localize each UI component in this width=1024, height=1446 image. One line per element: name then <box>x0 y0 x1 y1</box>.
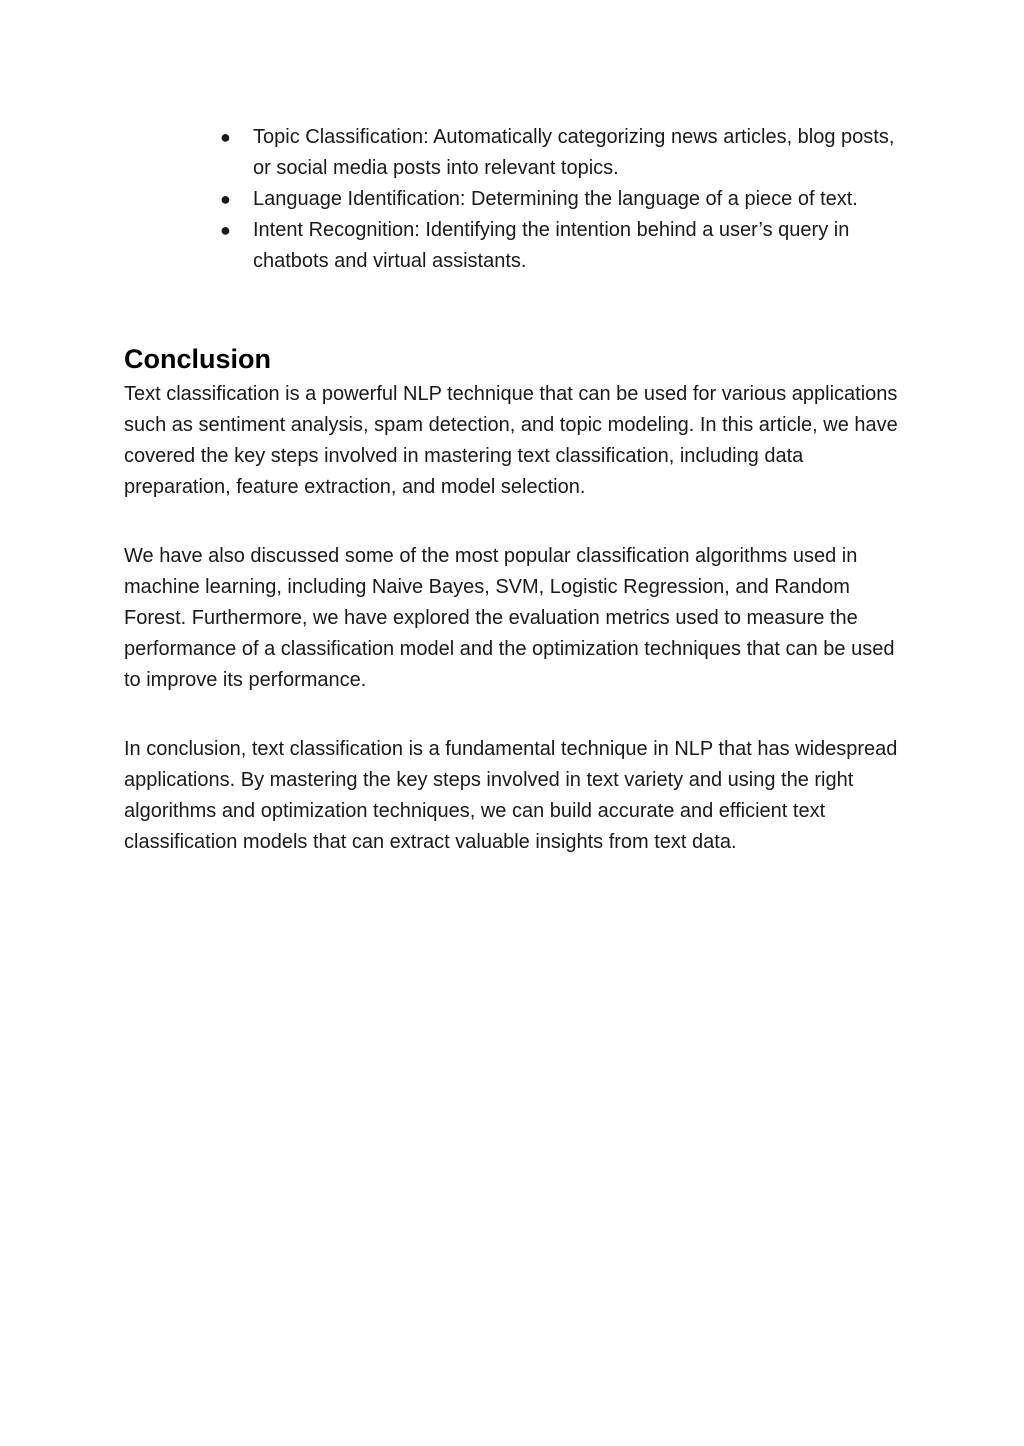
conclusion-paragraph-1: Text classification is a powerful NLP technique that can be used for various applications such as sentiment analysis, spam detection, and topic modeling. In this article, we have covered the key steps involved in mastering text classification, including data preparation, feature extraction, and model selection. <box>124 383 898 498</box>
bullet-list <box>220 122 910 277</box>
bullet-text: Language Identification: Determining the language of a piece of text. <box>253 188 858 210</box>
bullet-icon: ● <box>220 189 231 209</box>
conclusion-paragraph-3: In conclusion, text classification is a fundamental technique in NLP that has widespread applications. By mastering the key steps involved in text variety and using the right algorithms and optimization techniques, we can build accurate and efficient text classification models that can extract valuable insights from text data. <box>124 738 898 853</box>
bullet-text: Intent Recognition: Identifying the intention behind a user’s query in chatbots and virtual assistants. <box>253 219 850 272</box>
bullet-item-topic-classification <box>220 122 910 184</box>
bullet-icon: ● <box>220 127 231 147</box>
bullet-text: Topic Classification: Automatically categorizing news articles, blog posts, or social media posts into relevant topics. <box>253 126 895 179</box>
bullet-icon: ● <box>220 220 231 240</box>
bullet-item-language-identification <box>220 184 910 215</box>
section-heading: Conclusion <box>124 344 271 374</box>
conclusion-section <box>124 340 904 896</box>
bullet-item-intent-recognition <box>220 215 910 277</box>
conclusion-paragraph-2: We have also discussed some of the most popular classification algorithms used in machine learning, including Naive Bayes, SVM, Logistic Regression, and Random Forest. Furthermore, we have explored the evaluation metrics used to measure the performance of a classification model and the optimization techniques that can be used to improve its performance. <box>124 545 895 691</box>
